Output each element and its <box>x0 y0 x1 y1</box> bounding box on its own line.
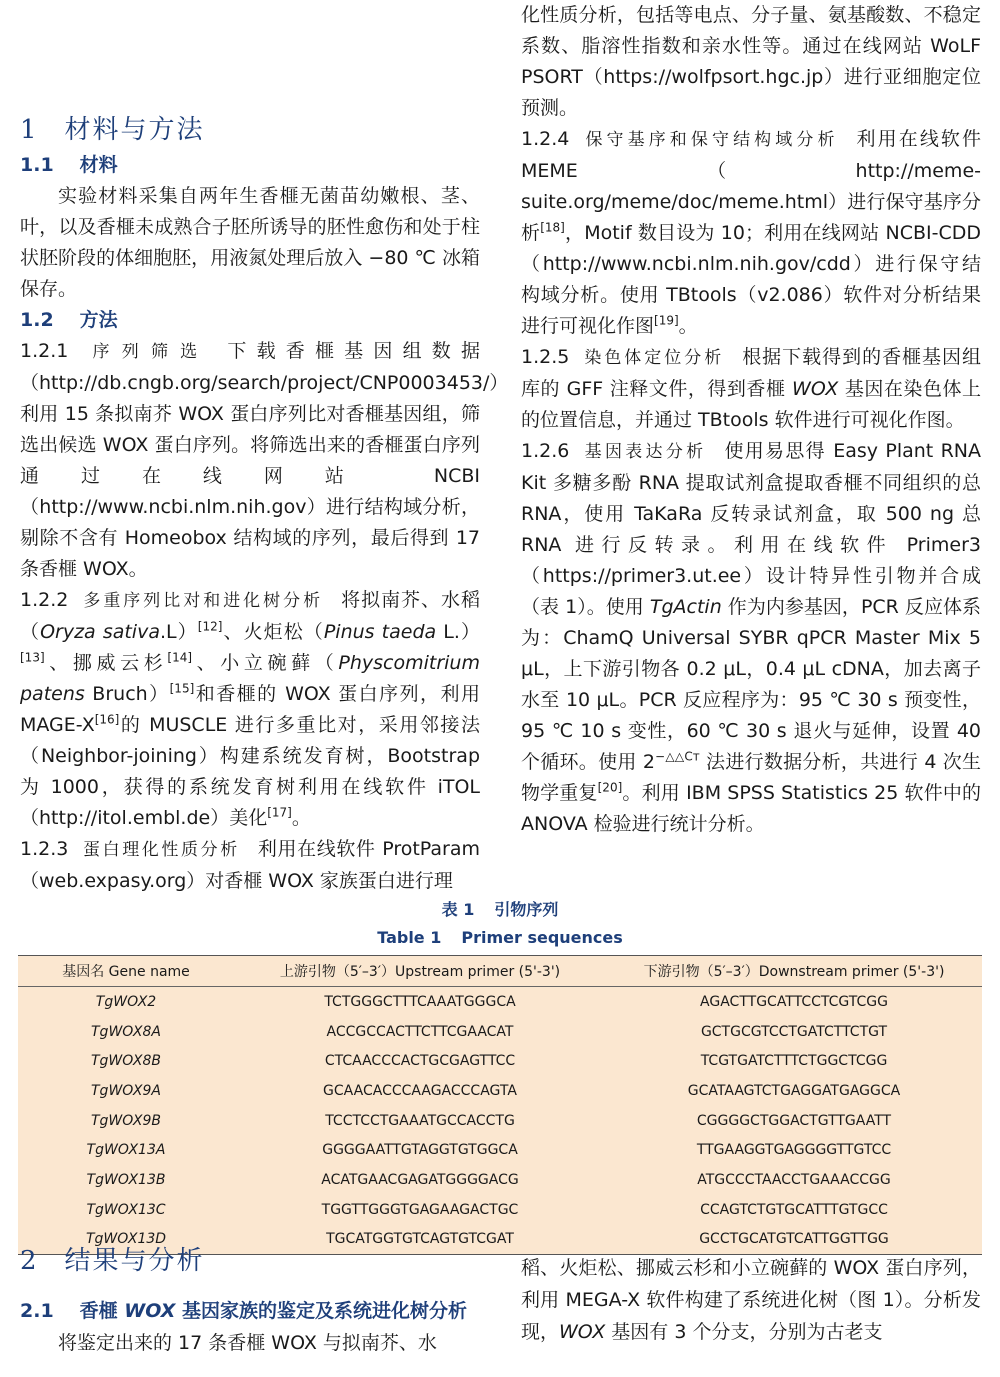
subsubsection-title: 染色体定位分析 <box>583 348 725 368</box>
subsubsection-number: 1.2.3 <box>20 838 69 860</box>
primer-table <box>18 955 982 1255</box>
section-1-heading <box>20 115 480 146</box>
paragraph-text: Bruch） <box>84 683 170 705</box>
subsection-1-2-heading <box>20 305 480 336</box>
species-name: Oryza sativa <box>40 621 160 643</box>
gene-name-cell: TgWOX2 <box>95 993 157 1010</box>
subsubsection-title: 蛋白理化性质分析 <box>82 840 240 860</box>
paragraph-1-2-3-continued: 化性质分析，包括等电点、分子量、氨基酸数、不稳定系数、脂溶性指数和亲水性等。通过在线网站 WoLF PSORT（https://wolfpsort.hgc.jp）进行亚细胞定位预测。 <box>521 4 981 119</box>
exponent: −△△Cт <box>655 749 700 764</box>
paragraph-text: 利用在线软件 ProtParam（web.expasy.org）对香榧 WOX 家族蛋白进行理 <box>20 838 481 892</box>
table-row <box>18 1165 982 1195</box>
species-name: Physcomitrium patens <box>20 652 480 705</box>
paragraph-1-2-3-start <box>20 834 480 897</box>
citation: [19] <box>654 313 679 328</box>
paragraph-text: 、挪威云杉 <box>44 652 168 674</box>
subsubsection-title: 多重序列比对和进化树分析 <box>82 591 324 611</box>
downstream-primer-cell: GCATAAGTCTGAGGATGAGGCA <box>687 1082 901 1099</box>
paragraph-text: 基因有 3 个分支，分别为古老支 <box>605 1321 883 1343</box>
paragraph-text: 根据下载得到的香榧基因组库的 GFF 注释文件，得到香榧 <box>521 346 981 400</box>
subsection-title: 材料 <box>79 154 118 176</box>
gene-name-cell: TgWOX9B <box>90 1112 162 1129</box>
upstream-primer-cell: CTCAACCCACTGCGAGTTCC <box>324 1053 516 1070</box>
subsection-title: 香榧 <box>79 1300 125 1322</box>
paragraph-text: L.） <box>436 621 480 643</box>
section-2-heading <box>20 1243 480 1279</box>
paragraph-text: 作为内参基因，PCR 反应体系为：ChamQ Universal SYBR qPCR Master Mix 5 μL，上下游引物各 0.2 μL，0.4 μL cDNA，加去离子水至 10 μL。PCR 反应程序为：95 ℃ 30 s 预变性，95 ℃ 10 s 变性，60 ℃ 30 s 退火与延伸，设置 40 个循环。使用 2 <box>521 596 981 773</box>
paragraph-1-2-2 <box>20 585 480 834</box>
paragraph-text: 将拟南芥、水稻（ <box>20 589 480 643</box>
downstream-primer-cell: CGGGGCTGGACTGTTGAATT <box>696 1112 892 1129</box>
table-title: Primer sequences <box>461 928 623 947</box>
paragraph-1-2-6 <box>521 436 981 840</box>
paragraph-text: 。利用 IBM SPSS Statistics 25 软件中的 ANOVA 检验进行统计分析。 <box>521 782 981 835</box>
table-row <box>18 1076 982 1106</box>
downstream-primer-cell: TCGTGATCTTTCTGGCTCGG <box>700 1053 888 1070</box>
paragraph-2-1-start: 将鉴定出来的 17 条香榧 WOX 与拟南芥、水 <box>58 1332 437 1354</box>
gene-name: WOX <box>792 378 839 400</box>
table-row <box>18 1135 982 1165</box>
left-column <box>20 0 509 897</box>
paragraph-text: ，Motif 数目设为 10；利用在线网站 NCBI-CDD（http://www.ncbi.nlm.nih.gov/cdd）进行保守结构域分析。使用 TBtools（v2.086）软件对分析结果进行可视化作图 <box>521 222 981 337</box>
species-name: Pinus taeda <box>323 621 437 643</box>
citation: [17] <box>267 805 292 820</box>
table-caption-en <box>0 924 1000 952</box>
table-row <box>18 1017 982 1047</box>
paragraph-1-2-1 <box>20 336 509 585</box>
upstream-primer-cell: ACCGCCACTTCTTCGAACAT <box>326 1023 514 1040</box>
subsection-title: 方法 <box>79 309 118 331</box>
paragraph-2-1-continued <box>521 1252 981 1348</box>
downstream-primer-cell: ATGCCCTAACCTGAAACCGG <box>697 1171 891 1188</box>
downstream-primer-cell: TTGAAGGTGAGGGGTTGTCC <box>696 1142 892 1159</box>
paragraph-text: 、火炬松（ <box>222 621 324 643</box>
column-header: 上游引物（5′–3′）Upstream primer (5'-3') <box>234 956 606 987</box>
downstream-primer-cell: AGACTTGCATTCCTCGTCGG <box>700 993 888 1010</box>
citation: [14] <box>167 650 193 665</box>
table-row <box>18 1046 982 1076</box>
subsection-2-1-heading <box>20 1295 480 1327</box>
subsubsection-number: 1.2.6 <box>521 440 570 462</box>
table-number: Table 1 <box>377 928 442 947</box>
paragraph-text: .L） <box>159 621 198 643</box>
section-2-right <box>521 1252 981 1348</box>
upstream-primer-cell: TCCTCCTGAAATGCCACCTG <box>325 1112 515 1129</box>
paragraph-text: 下载香榧基因组数据（http://db.cngb.org/search/project/CNP0003453/）利用 15 条拟南芥 WOX 蛋白序列比对香榧基因组，筛选出候选 WOX 蛋白序列。将筛选出来的香榧蛋白序列通过在线网站 NCBI（http://www.ncbi.nlm.nih.gov）进行结构域分析，剔除不含有 Homeobox 结构域的序列，最后得到 17 条香榧 WOX。 <box>20 340 509 580</box>
subsection-number: 1.1 <box>20 154 54 176</box>
paragraph-text: 的 MUSCLE 进行多重比对，采用邻接法（Neighbor-joining）构建系统发育树，Bootstrap 为 1000，获得的系统发育树利用在线软件 iTOL（http://itol.embl.de）美化 <box>20 714 480 829</box>
subsubsection-number: 1.2.1 <box>20 340 69 362</box>
downstream-primer-cell: GCCTGCATGTCATTGGTTGG <box>606 1225 982 1255</box>
paragraph-text: 使用易思得 Easy Plant RNA Kit 多糖多酚 RNA 提取试剂盒提取香榧不同组织的总 RNA，使用 TaKaRa 反转录试剂盒，取 500 ng 总 RNA 进行反转录。利用在线软件 Primer3（https://primer3.ut.ee）设计特异性引物并合成（表 1）。使用 <box>521 440 981 618</box>
right-column <box>521 0 981 840</box>
subsection-1-1-heading <box>20 150 480 181</box>
gene-name-cell: TgWOX9A <box>91 1082 161 1099</box>
subsubsection-title: 基因表达分析 <box>583 442 707 462</box>
gene-name-cell: TgWOX13D <box>18 1225 234 1255</box>
paragraph-text: 、小立碗藓（ <box>192 652 339 674</box>
table-body <box>18 987 982 1255</box>
subsubsection-number: 1.2.2 <box>20 589 69 611</box>
subsection-title: 基因家族的鉴定及系统进化树分析 <box>175 1300 468 1322</box>
section-2-left <box>20 1243 480 1359</box>
paragraph-text: 。 <box>291 807 311 829</box>
upstream-primer-cell: TGGTTGGGTGAGAAGACTGC <box>321 1201 519 1218</box>
table-row <box>18 987 982 1017</box>
table-number: 表 1 <box>441 900 475 919</box>
table-row <box>18 1195 982 1225</box>
downstream-primer-cell: CCAGTCTGTGCATTTGTGCC <box>700 1201 888 1218</box>
paragraph-text: 和香榧的 WOX 蛋白序列，利用 MAGE-X <box>20 683 480 736</box>
citation: [16] <box>94 712 120 727</box>
citation: [18] <box>540 220 565 235</box>
gene-name: WOX <box>559 1321 606 1343</box>
citation: [12] <box>197 619 223 634</box>
subsection-number: 1.2 <box>20 309 54 331</box>
gene-name-cell: TgWOX8B <box>90 1053 162 1070</box>
subsection-number: 2.1 <box>20 1300 54 1322</box>
paragraph-1-2-5 <box>521 342 981 436</box>
section-title: 结果与分析 <box>64 1246 205 1276</box>
materials-paragraph: 实验材料采集自两年生香榧无菌苗幼嫩根、茎、叶，以及香榧未成熟合子胚所诱导的胚性愈伤和处于柱状胚阶段的体细胞胚，用液氮处理后放入 −80 ℃ 冰箱保存。 <box>20 185 480 300</box>
section-number: 2 <box>20 1246 39 1276</box>
upstream-primer-cell: TGCATGGTGTCAGTGTCGAT <box>234 1225 606 1255</box>
citation: [15] <box>169 681 195 696</box>
subsubsection-number: 1.2.4 <box>521 128 570 150</box>
paragraph-1-2-4 <box>521 124 981 342</box>
paragraph-text: 法进行数据分析，共进行 4 次生物学重复 <box>521 751 981 804</box>
paragraph-text: 。 <box>678 315 698 337</box>
table-caption-cn <box>0 896 1000 924</box>
citation: [13] <box>20 650 45 665</box>
table-title: 引物序列 <box>494 900 559 919</box>
table-header-row <box>18 956 982 987</box>
section-number: 1 <box>20 115 39 145</box>
gene-name-cell: TgWOX13C <box>86 1201 166 1218</box>
upstream-primer-cell: TCTGGGCTTTCAAATGGGCA <box>324 993 516 1010</box>
table-caption <box>0 896 1000 952</box>
upstream-primer-cell: GCAACACCCAAGACCCAGTA <box>323 1082 517 1099</box>
paragraph-text: 基因在染色体上的位置信息，并通过 TBtools 软件进行可视化作图。 <box>521 378 982 431</box>
upstream-primer-cell: ACATGAACGAGATGGGGACG <box>321 1171 519 1188</box>
gene-name-cell: TgWOX13B <box>86 1171 166 1188</box>
paragraph-text: 稻、火炬松、挪威云杉和小立碗藓的 WOX 蛋白序列，利用 MEGA-X 软件构建了系统进化树（图 1）。分析发现， <box>521 1257 981 1343</box>
gene-name-cell: TgWOX8A <box>91 1023 161 1040</box>
subsubsection-title: 保守基序和保守结构域分析 <box>583 130 839 150</box>
gene-name-cell: TgWOX13A <box>86 1142 166 1159</box>
downstream-primer-cell: GCTGCGTCCTGATCTTCTGT <box>700 1023 888 1040</box>
table-row <box>18 1106 982 1136</box>
gene-name: TgActin <box>649 596 722 618</box>
gene-name: WOX <box>124 1300 176 1322</box>
upstream-primer-cell: GGGGAATTGTAGGTGTGGCA <box>322 1142 518 1159</box>
subsubsection-title: 序列筛选 <box>82 342 210 362</box>
column-header: 下游引物（5′–3′）Downstream primer (5'-3') <box>606 956 982 987</box>
column-header: 基因名 Gene name <box>18 956 234 987</box>
citation: [20] <box>597 780 623 795</box>
subsubsection-number: 1.2.5 <box>521 346 570 368</box>
paragraph-text: 利用在线软件 MEME（http://meme-suite.org/meme/doc/meme.html）进行保守基序分析 <box>521 128 981 244</box>
section-title: 材料与方法 <box>64 115 205 145</box>
